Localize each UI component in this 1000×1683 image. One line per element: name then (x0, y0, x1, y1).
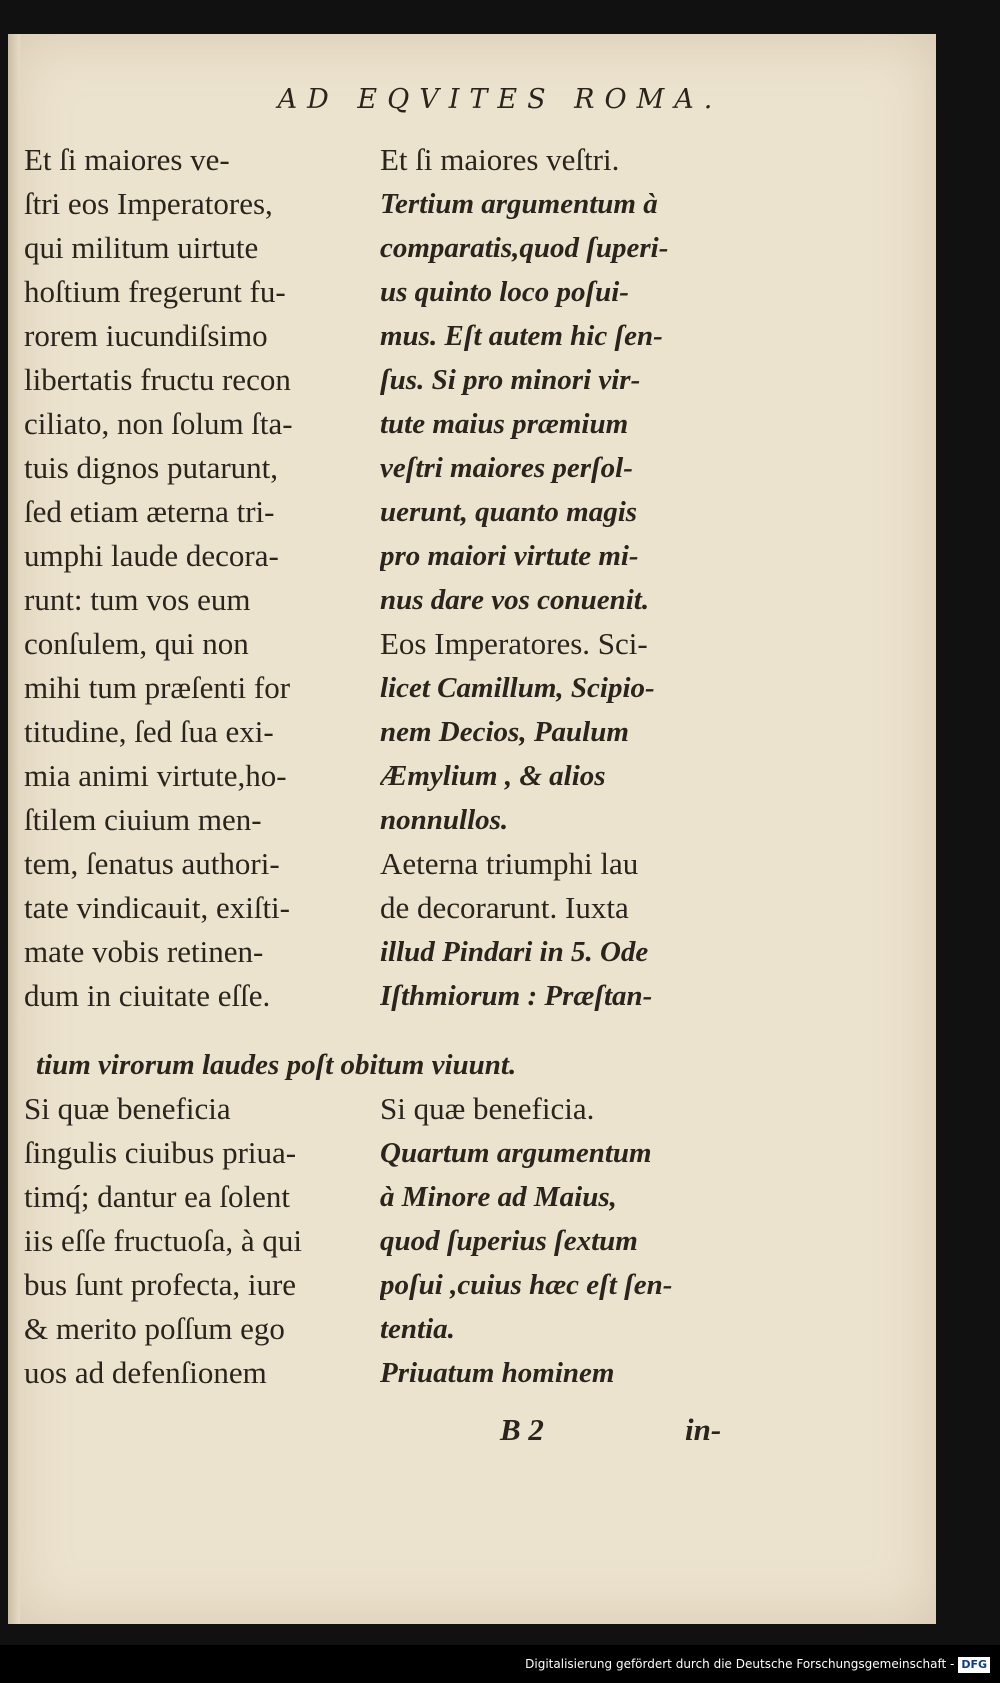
text-line: Si quæ beneficia. (380, 1091, 595, 1126)
text-line: qui militum uirtute (24, 230, 259, 265)
text-line: timq́; dantur ea ſolent (24, 1179, 291, 1214)
text-line: Æmylium , & alios (380, 760, 606, 792)
text-line: ſtri eos Imperatores, (24, 186, 273, 221)
text-line: licet Camillum, Scipio- (380, 672, 655, 704)
text-line: nus dare vos conuenit. (380, 584, 650, 616)
page-footer (0, 1408, 1000, 1452)
text-line: mate vobis retinen- (24, 934, 264, 969)
text-line: conſulem, qui non (24, 626, 249, 661)
text-line: uos ad defenſionem (24, 1355, 267, 1390)
text-line: ſingulis ciuibus priua- (24, 1135, 297, 1170)
text-line: runt: tum vos eum (24, 582, 251, 617)
text-line: veſtri maiores perſol- (380, 452, 633, 484)
text-line: nonnullos. (380, 804, 509, 836)
text-line: titudine, ſed ſua exi- (24, 714, 274, 749)
text-line: Et ſi maiores ve- (24, 142, 230, 177)
text-line: quod ſuperius ſextum (380, 1225, 638, 1257)
text-line: umphi laude decora- (24, 538, 279, 573)
right-commentary-column-2 (380, 1087, 720, 1395)
text-line: Aeterna triumphi lau (380, 846, 639, 881)
text-line: iis eſſe fructuoſa, à qui (24, 1223, 303, 1258)
catchword: in- (685, 1412, 722, 1447)
text-line: ſus. Si pro minori vir- (380, 364, 641, 396)
text-line: tuis dignos putarunt, (24, 450, 279, 485)
credit-text: Digitalisierung gefördert durch die Deutsche Forschungsgemeinschaft - (525, 1657, 955, 1671)
text-line: mihi tum præſenti for (24, 670, 291, 705)
text-line: ſtilem ciuium men- (24, 802, 262, 837)
text-line: mia animi virtute,ho- (24, 758, 287, 793)
text-line: hoſtium fregerunt fu- (24, 274, 286, 309)
text-line: de decorarunt. Iuxta (380, 890, 629, 925)
text-line: Iſthmiorum : Præſtan- (380, 980, 653, 1012)
left-text-column-2 (24, 1087, 369, 1395)
running-header: AD EQVITES ROMA. (277, 84, 723, 115)
text-line: ſed etiam æterna tri- (24, 494, 275, 529)
text-line: rorem iucundiſsimo (24, 318, 268, 353)
text-line: à Minore ad Maius, (380, 1181, 617, 1213)
text-line: Priuatum hominem (380, 1357, 615, 1389)
text-line: mus. Eſt autem hic ſen- (380, 320, 663, 352)
text-line: nem Decios, Paulum (380, 716, 629, 748)
text-line: illud Pindari in 5. Ode (380, 936, 649, 968)
text-line: tute maius præmium (380, 408, 629, 440)
text-line: Tertium argumentum à (380, 188, 658, 220)
text-line: ciliato, non ſolum ſta- (24, 406, 293, 441)
text-line: poſui ,cuius hæc eſt ſen- (380, 1269, 673, 1301)
text-line: libertatis fructu recon (24, 362, 291, 397)
right-commentary-column (380, 138, 720, 1018)
text-line: us quinto loco poſui- (380, 276, 629, 308)
text-line: tate vindicauit, exiſti- (24, 890, 290, 925)
text-line: Si quæ beneficia (24, 1091, 231, 1126)
text-line: & merito poſſum ego (24, 1311, 285, 1346)
text-line: tentia. (380, 1313, 455, 1345)
signature-mark: B 2 (500, 1412, 544, 1447)
text-line: comparatis,quod ſuperi- (380, 232, 669, 264)
text-line: bus ſunt profecta, iure (24, 1267, 297, 1302)
text-line: Et ſi maiores veſtri. (380, 142, 620, 177)
text-line: Quartum argumentum (380, 1137, 652, 1169)
text-line: tem, ſenatus authori- (24, 846, 280, 881)
commentary-full-width-line: tium virorum laudes poſt obitum viuunt. (36, 1049, 517, 1081)
text-line: uerunt, quanto magis (380, 496, 638, 528)
digitization-credit-bar (0, 1645, 1000, 1683)
text-line: pro maiori virtute mi- (380, 540, 639, 572)
text-line: dum in ciuitate eſſe. (24, 978, 271, 1013)
page-gutter (8, 34, 20, 1624)
left-text-column (24, 138, 369, 1018)
text-line: Eos Imperatores. Sci- (380, 626, 648, 661)
dfg-logo: DFG (958, 1657, 990, 1673)
